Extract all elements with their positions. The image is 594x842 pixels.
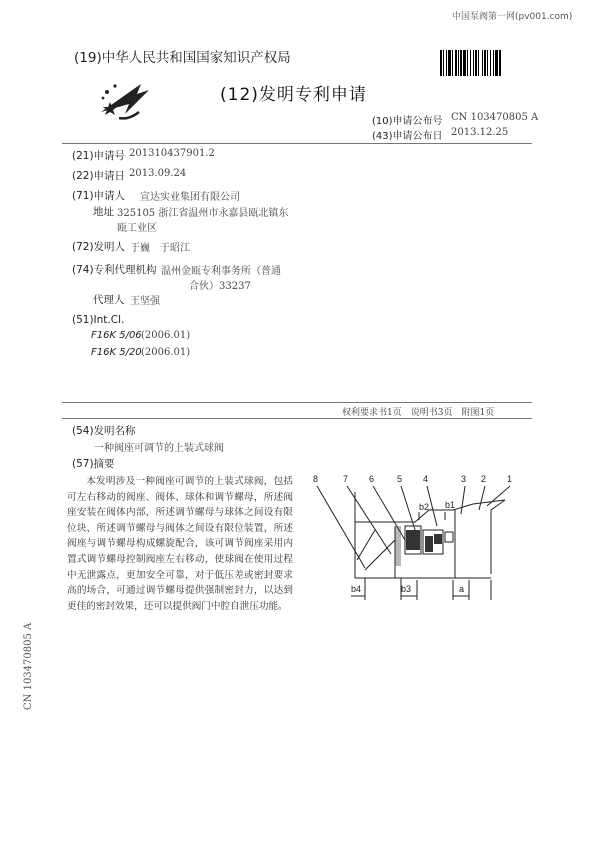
agent-label: 代理人 (93, 294, 125, 306)
figure-label-b1: b1 (445, 500, 456, 510)
ipc-version-1: (2006.01) (141, 330, 191, 341)
agent: 王坚强 (130, 296, 160, 307)
figure-label-b2: b2 (419, 502, 430, 512)
figure-label-6: 6 (369, 474, 375, 484)
agency-line-2: 合伙）33237 (189, 281, 251, 292)
publication-date-label: (43)申请公布日 (372, 131, 443, 142)
figure-label-8: 8 (313, 474, 319, 484)
header-divider (62, 143, 532, 144)
office-name: (19)中华人民共和国国家知识产权局 (74, 50, 291, 66)
filing-date-label: (22)申请日 (72, 170, 126, 182)
figure-label-7: 7 (343, 474, 349, 484)
figure-label-2: 2 (481, 474, 487, 484)
filing-date: 2013.09.24 (129, 168, 187, 179)
page-counts: 权利要求书1页 说明书3页 附图1页 (342, 408, 495, 418)
ipc-code-1: F16K 5/06 (91, 330, 142, 341)
invention-title: 一种阀座可调节的上装式球阀 (94, 443, 224, 454)
figure-label-1: 1 (507, 474, 513, 484)
address-line-1: 325105 浙江省温州市永嘉县瓯北镇东 (117, 208, 289, 219)
figure-label-b4: b4 (351, 584, 362, 594)
barcode (440, 50, 524, 76)
title-divider (62, 418, 532, 419)
address-line-2: 瓯工业区 (117, 223, 157, 234)
applicant-label: (71)申请人 (72, 190, 126, 202)
figure-label-3: 3 (461, 474, 467, 484)
agency-label: (74)专利代理机构 (72, 264, 157, 276)
abstract-text: 本发明涉及一种阀座可调节的上装式球阀，包括可左右移动的阀座、阀体、球体和调节螺母，所述阀座安装在阀体内部，所述调节螺母与球体之间设有限位块，所述调节螺母与阀体之间设有限位装置，所述阀座与调节螺母构成螺旋配合，该可调节阀座采用内置式调节螺母控制阀座左右移动，使球阀在使用过程中无泄露点，更加安全可靠，对于低压差或密封要求高的场合，可通过调节螺母提供强制密封力，以达到更佳的密封效果，还可以提供阀门中腔自泄压功能。 (67, 476, 293, 612)
ipc-code-2: F16K 5/20 (91, 347, 142, 358)
applicant: 宣达实业集团有限公司 (140, 192, 240, 203)
application-number-label: (21)申请号 (72, 150, 126, 162)
abstract-label: (57)摘要 (72, 458, 115, 470)
application-number: 201310437901.2 (129, 148, 215, 159)
inventor-label: (72)发明人 (72, 241, 126, 253)
watermark: 中国泵阀第一网(pv001.com) (452, 12, 573, 22)
agency-line-1: 温州金瓯专利事务所（普通 (161, 266, 281, 277)
ipc-label: (51)Int.Cl. (72, 314, 125, 326)
cnipa-logo-icon (95, 74, 157, 124)
publication-number: CN 103470805 A (451, 112, 539, 123)
figure-label-4: 4 (423, 474, 429, 484)
counts-divider (62, 402, 532, 403)
inventors: 于巍 于昭江 (130, 243, 190, 254)
publication-date: 2013.12.25 (451, 127, 509, 138)
valve-drawing (305, 470, 525, 610)
figure-label-5: 5 (397, 474, 403, 484)
ipc-version-2: (2006.01) (141, 347, 191, 358)
address-label: 地址 (93, 206, 114, 218)
publication-number-label: (10)申请公布号 (372, 116, 443, 127)
document-type: (12)发明专利申请 (220, 85, 367, 105)
title-label: (54)发明名称 (72, 425, 136, 437)
side-publication-number: CN 103470805 A (23, 622, 34, 710)
figure-label-a: a (459, 584, 465, 594)
figure-label-b3: b3 (401, 584, 412, 594)
